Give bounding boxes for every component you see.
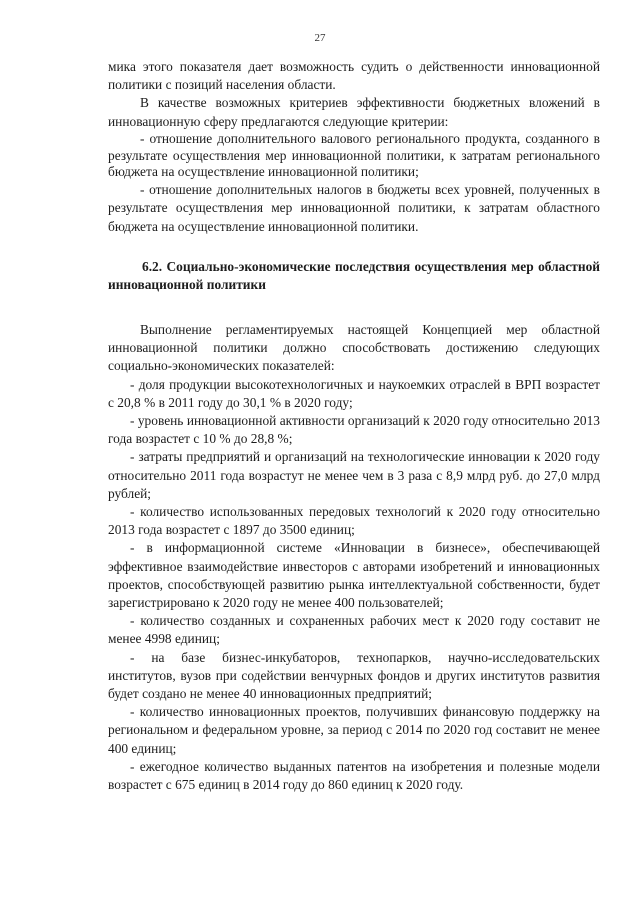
- paragraph-continuation: мика этого показателя дает возможность судить о действенности инновационной политики с позиций населения области.: [108, 59, 600, 93]
- page-number: 27: [314, 32, 326, 44]
- indicator-item: - в информационной системе «Инновации в бизнесе», обеспечивающей эффективное взаимодействие инвесторов с авторами изобретений и инновационных проектов, способствующей развитию рынка интеллектуальной собственности, будет зарегистрировано к 2020 году не менее 400 пользователей;: [108, 540, 600, 611]
- indicator-item: - количество использованных передовых технологий к 2020 году относительно 2013 года возрастет с 1897 до 3500 единиц;: [108, 504, 600, 538]
- indicator-item: - количество созданных и сохраненных рабочих мест к 2020 году составит не менее 4998 единиц;: [108, 613, 600, 647]
- indicator-list: [108, 376, 600, 795]
- indicator-item: - ежегодное количество выданных патентов на изобретения и полезные модели возрастет с 675 единиц в 2014 году до 860 единиц к 2020 году.: [108, 758, 600, 793]
- indicator-item: - затраты предприятий и организаций на технологические инновации к 2020 году относительно 2011 года возрастут не менее чем в 3 раза с 8,9 млрд руб. до 27,0 млрд рублей;: [108, 449, 600, 501]
- indicator-item: - количество инновационных проектов, получивших финансовую поддержку на региональном и федеральном уровне, за период с 2014 по 2020 год составит не менее 400 единиц;: [108, 704, 600, 756]
- indicator-item: - доля продукции высокотехнологичных и наукоемких отраслей в ВРП возрастет с 20,8 % в 2011 году до 30,1 % в 2020 году;: [108, 376, 600, 410]
- section-lead-paragraph: Выполнение регламентируемых настоящей Концепцией мер областной инновационной политики должно способствовать достижению следующих социально-экономических показателей:: [108, 322, 600, 374]
- indicator-item: - уровень инновационной активности организаций к 2020 году относительно 2013 года возрастет с 10 % до 28,8 %;: [108, 413, 600, 447]
- page-body: [108, 58, 600, 794]
- section-heading: 6.2. Социально-экономические последствия осуществления мер областной инновационной политики: [108, 258, 600, 293]
- indicator-item: - на базе бизнес-инкубаторов, технопарков, научно-исследовательских институтов, вузов при содействии венчурных фондов и других институтов развития будет создано не менее 40 инновационных предприятий;: [108, 649, 600, 702]
- criteria-item: - отношение дополнительного валового регионального продукта, созданного в результате осуществления мер инновационной политики, к затратам регионального бюджета на осуществление инновационной политики;: [108, 130, 600, 180]
- paragraph-criteria-intro: В качестве возможных критериев эффективности бюджетных вложений в инновационную сферу предлагаются следующие критерии:: [108, 95, 600, 129]
- criteria-item: - отношение дополнительных налогов в бюджеты всех уровней, полученных в результате осуществления мер инновационной политики, к затратам областного бюджета на осуществление инновационной политики.: [108, 182, 600, 234]
